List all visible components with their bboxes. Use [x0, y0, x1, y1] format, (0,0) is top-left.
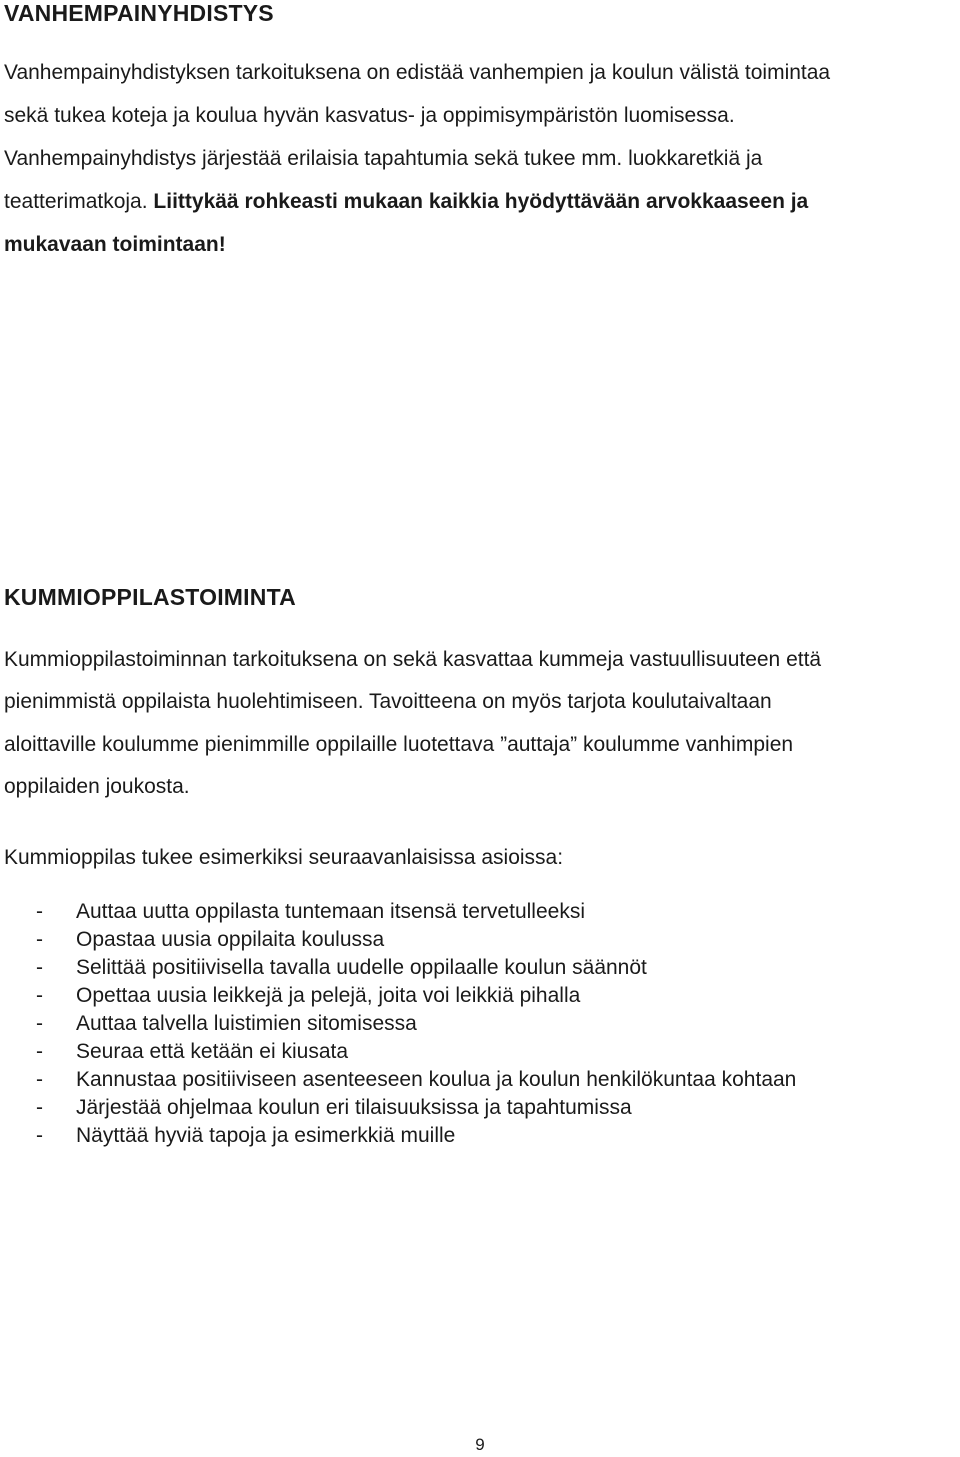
- list-intro: Kummioppilas tukee esimerkiksi seuraavanlaisissa asioissa:: [4, 846, 564, 869]
- list-item-text: Opettaa uusia leikkejä ja pelejä, joita voi leikkiä pihalla: [76, 984, 581, 1007]
- paragraph-line: Vanhempainyhdistyksen tarkoituksena on edistää vanhempien ja koulun välistä toimintaa: [4, 61, 831, 84]
- dash-bullet: -: [36, 984, 43, 1007]
- dash-bullet: -: [36, 1096, 43, 1119]
- list-item-text: Opastaa uusia oppilaita koulussa: [76, 928, 385, 951]
- dash-bullet: -: [36, 900, 43, 923]
- dash-bullet: -: [36, 1124, 43, 1147]
- page-number: 9: [475, 1435, 485, 1454]
- list-item-text: Kannustaa positiiviseen asenteeseen koulua ja koulun henkilökuntaa kohtaan: [76, 1068, 797, 1091]
- list-item-text: Seuraa että ketään ei kiusata: [76, 1040, 349, 1063]
- paragraph-line: [4, 180, 954, 223]
- paragraph-vanhempainyhdistys: [4, 51, 954, 266]
- emphasized-call-to-action-end: mukavaan toimintaan!: [4, 233, 226, 256]
- dash-bullet: -: [36, 956, 43, 979]
- emphasized-call-to-action: Liittykää rohkeasti mukaan kaikkia hyödyttävään arvokkaaseen ja: [153, 190, 809, 213]
- dash-bullet: -: [36, 1040, 43, 1063]
- paragraph-text: teatterimatkoja.: [4, 190, 154, 213]
- paragraph-line: Kummioppilastoiminnan tarkoituksena on sekä kasvattaa kummeja vastuullisuuteen että: [4, 648, 822, 671]
- dash-bullet: -: [36, 1012, 43, 1035]
- paragraph-kummioppilastoiminta: [4, 639, 954, 808]
- list-item-text: Auttaa uutta oppilasta tuntemaan itsensä tervetulleeksi: [76, 900, 585, 923]
- dash-bullet: -: [36, 928, 43, 951]
- paragraph-line: Vanhempainyhdistys järjestää erilaisia tapahtumia sekä tukee mm. luokkaretkiä ja: [4, 147, 763, 170]
- section-heading-vanhempainyhdistys: VANHEMPAINYHDISTYS: [4, 0, 274, 26]
- dash-bullet: -: [36, 1068, 43, 1091]
- paragraph-line: pienimmistä oppilaista huolehtimiseen. Tavoitteena on myös tarjota koulutaivaltaan: [4, 690, 772, 714]
- list-item-text: Auttaa talvella luistimien sitomisessa: [76, 1012, 417, 1035]
- list-item-text: Järjestää ohjelmaa koulun eri tilaisuuksissa ja tapahtumissa: [76, 1096, 632, 1119]
- paragraph-line: sekä tukea koteja ja koulua hyvän kasvatus- ja oppimisympäristön luomisessa.: [4, 104, 735, 127]
- paragraph-line: aloittaville koulumme pienimmille oppilaille luotettava ”auttaja” koulumme vanhimpien: [4, 732, 794, 756]
- list-item-text: Selittää positiivisella tavalla uudelle oppilaalle koulun säännöt: [76, 956, 647, 979]
- section-heading-kummioppilastoiminta: KUMMIOPPILASTOIMINTA: [4, 584, 296, 610]
- list-item-text: Näyttää hyviä tapoja ja esimerkkiä muille: [76, 1124, 456, 1147]
- paragraph-line: oppilaiden joukosta.: [4, 774, 190, 798]
